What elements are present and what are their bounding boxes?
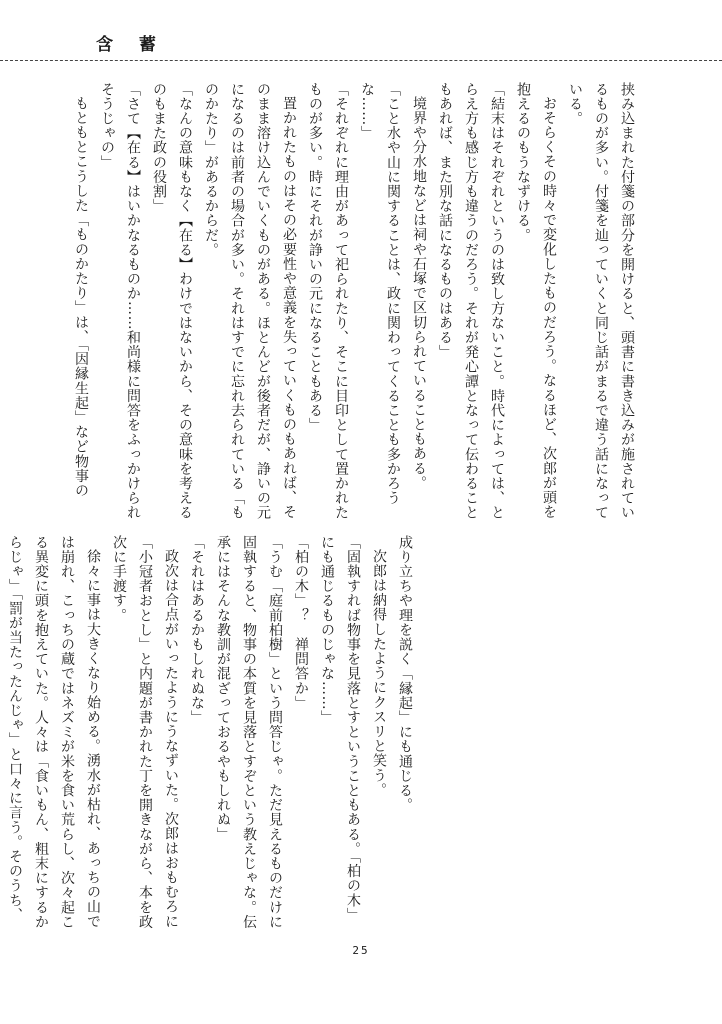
text-paragraph: 挟み込まれた付箋の部分を開けると、頭書に書き込みが施されているものが多い。付箋を辿っていくと同じ話がまるで違う話になっている。 <box>567 82 635 520</box>
text-paragraph: 次郎は納得したようにクスリと笑う。 <box>371 549 387 798</box>
text-paragraph: 「固執すれば物事を見落とすということもある。「柏の木」にも通じるものじゃな……」 <box>319 535 361 923</box>
text-paragraph: 「柏の木」？ 禅問答か」 <box>293 535 309 711</box>
text-paragraph: 境界や分水地などは祠や石塚で区切られていることもある。 <box>411 96 427 491</box>
header-divider <box>0 60 722 61</box>
text-paragraph: 徐々に事は大きくなり始める。湧水が枯れ、あっちの山では崩れ、こっちの蔵ではネズミが米を食い荒らし、次々起こる異変に頭を抱えていた。人々は「食いもん、粗末にするからじゃ」「罰が当たったんじゃ」と口々に言う。そのうち、 <box>7 535 101 930</box>
text-paragraph: 政次は合点がいったようにうなずいた。次郎はおもむろに「小冠者おとし」と内題が書かれた丁を開きながら、本を政次に手渡す。 <box>111 535 179 930</box>
text-paragraph: 「うむ「庭前柏樹」という問答じゃ。ただ見えるものだけに固執すると、物事の本質を見落とすぞという教えじゃな。伝承にはそんな教訓が混ざっておるやもしれぬ」 <box>215 535 283 930</box>
page-number: 25 <box>352 944 370 957</box>
text-paragraph: 「なんの意味もなく【在る】わけではないから、その意味を考えるのもまた政の役割」 <box>151 82 193 520</box>
text-paragraph: 置かれたものはその必要性や意義を失っていくものもあれば、そのまま溶け込んでいくものがある。ほとんどが後者だが、諍いの元になるのは前者の場合が多い。それはすでに忘れ去られている「ものかたり」があるからだ。 <box>203 82 297 520</box>
text-paragraph: もともとこうした「ものかたり」は、「因縁生起」など物事の <box>73 96 89 498</box>
running-header-title: 含 蓄 <box>96 35 166 55</box>
text-paragraph: おそらくその時々で変化したものだろう。なるほど、次郎が頭を抱えるのもうなずける。 <box>515 82 557 520</box>
text-paragraph: 「それはあるかもしれぬな」 <box>189 535 205 725</box>
upper-text-block <box>73 82 640 524</box>
text-paragraph: 成り立ちや理を説く「縁起」にも通じる。 <box>397 535 413 813</box>
text-paragraph: 「さて【在る】はいかなるものか……和尚様に問答をふっかけられそうじゃの」 <box>99 82 141 520</box>
text-paragraph: 「結末はそれぞれというのは致し方ないこと。時代によっては、とらえ方も感じ方も違うのだろう。それが発心譚となって伝わることもあれば、また別な話になるものはある」 <box>437 82 505 520</box>
text-paragraph: 「こと水や山に関することは、政に関わってくることも多かろうな……」 <box>359 82 401 506</box>
text-paragraph: 「それぞれに理由があって祀られたり、そこに目印として置かれたものが多い。時にそれが諍いの元になることもある」 <box>307 82 349 520</box>
lower-text-block <box>7 535 418 935</box>
